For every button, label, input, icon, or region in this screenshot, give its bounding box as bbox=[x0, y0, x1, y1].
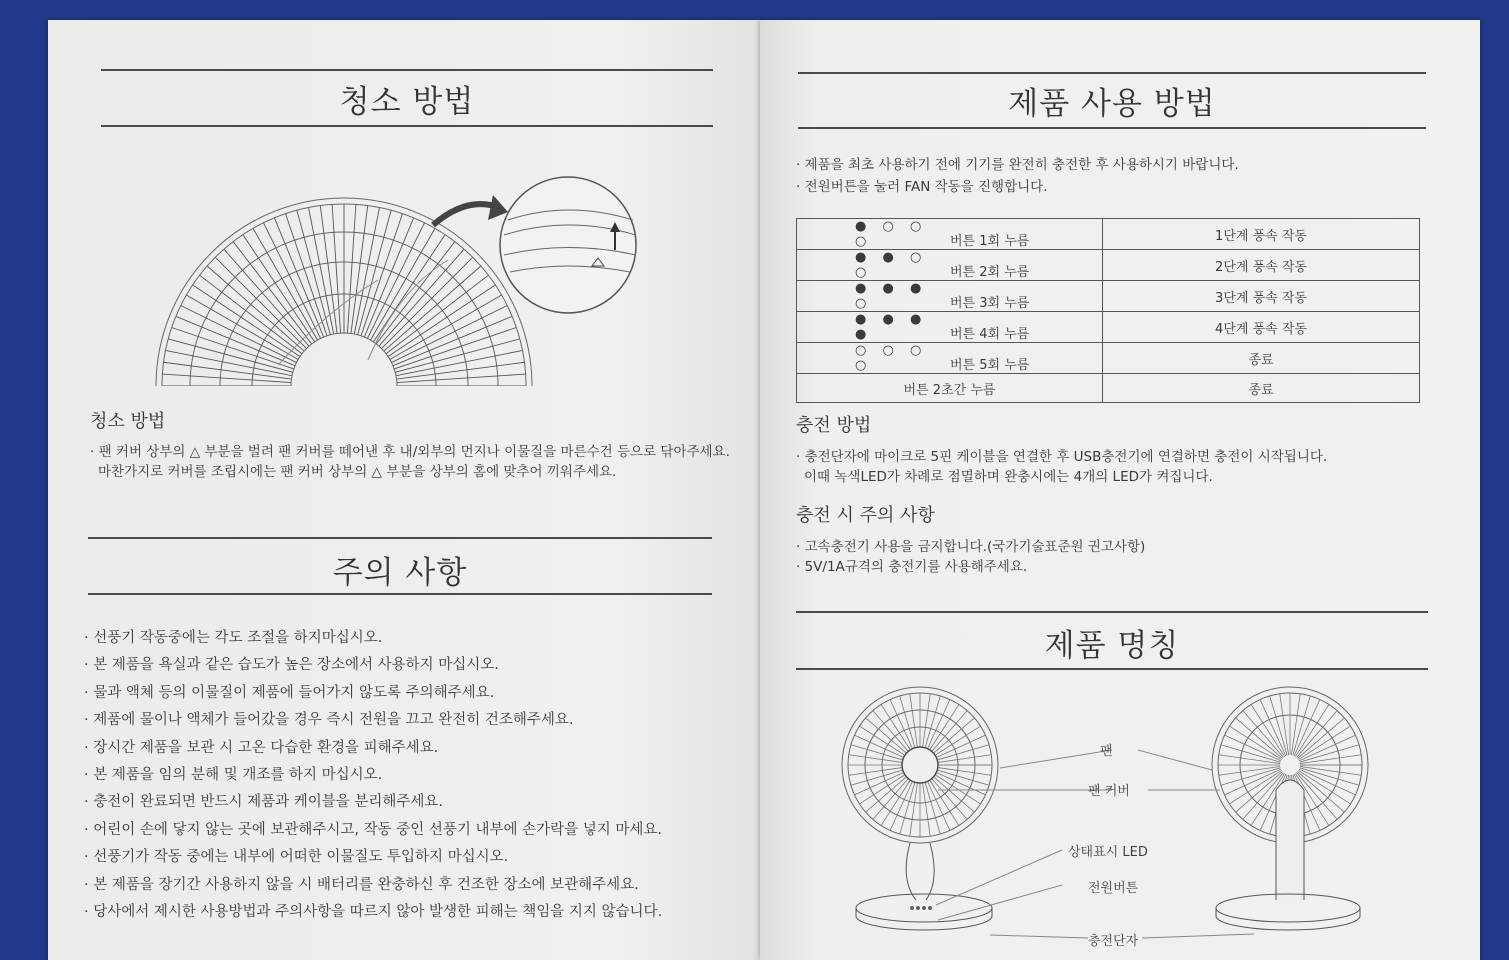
charging-title: 충전 방법 bbox=[796, 415, 872, 436]
charging-caution-title: 충전 시 주의 사항 bbox=[796, 505, 935, 526]
caution-item: · 본 제품을 장기간 사용하지 않을 시 배터리를 완충하신 후 건조한 장소에 보관해주세요. bbox=[84, 876, 639, 893]
usage-intro-line: · 제품을 최초 사용하기 전에 기기를 완전히 충전한 후 사용하시기 바랍니다. bbox=[796, 157, 1239, 173]
result-cell: 종료 bbox=[1103, 374, 1420, 403]
usage-intro-line: · 전원버튼을 눌러 FAN 작동을 진행합니다. bbox=[796, 179, 1048, 195]
caution-item: · 제품에 물이나 액체가 들어갔을 경우 즉시 전원을 끄고 완전히 건조해주세요. bbox=[84, 712, 574, 729]
title-rule-bottom bbox=[101, 125, 713, 127]
charging-instructions bbox=[796, 447, 1327, 487]
label-power-button: 전원버튼 bbox=[1088, 881, 1139, 896]
cleaning-title: 청소 방법 bbox=[339, 84, 475, 120]
caution-item: · 물과 액체 등의 이물질이 제품에 들어가지 않도록 주의해주세요. bbox=[84, 684, 495, 701]
press-label: 버튼 3회 누름 bbox=[950, 296, 1030, 311]
usage-title: 제품 사용 방법 bbox=[1008, 86, 1216, 122]
caution-item: · 선풍기 작동중에는 각도 조절을 하지마십시오. bbox=[84, 630, 383, 646]
table-row bbox=[797, 312, 1420, 343]
press-label: 버튼 2초간 누름 bbox=[797, 374, 1103, 403]
cleaning-line: 마찬가지로 커버를 조립시에는 팬 커버 상부의 △ 부분을 상부의 홈에 맞추어 끼워주세요. bbox=[98, 464, 617, 480]
right-page bbox=[760, 20, 1480, 960]
parts-title: 제품 명칭 bbox=[1044, 628, 1180, 664]
usage-intro bbox=[796, 154, 1239, 198]
result-cell: 4단계 풍속 작동 bbox=[1103, 312, 1420, 343]
result-cell: 종료 bbox=[1103, 343, 1420, 374]
led-dots: ● ● ● ● bbox=[855, 312, 928, 342]
table-row bbox=[797, 281, 1420, 312]
left-page bbox=[48, 20, 760, 960]
charging-caution-list bbox=[796, 537, 1145, 577]
press-label: 버튼 4회 누름 bbox=[950, 327, 1030, 342]
caution-item: · 충전이 완료되면 반드시 제품과 케이블을 분리해주세요. bbox=[84, 794, 444, 811]
led-dots: ● ● ○ ○ bbox=[855, 250, 928, 280]
cleaning-instructions bbox=[90, 442, 730, 482]
result-cell: 2단계 풍속 작동 bbox=[1103, 250, 1420, 281]
table-row bbox=[797, 343, 1420, 374]
label-status-led: 상태표시 LED bbox=[1068, 845, 1148, 860]
charging-line: 이때 녹색LED가 차례로 점멸하며 완충시에는 4개의 LED가 켜집니다. bbox=[804, 469, 1213, 485]
result-cell: 1단계 풍속 작동 bbox=[1103, 219, 1420, 250]
cleaning-subtitle: 청소 방법 bbox=[90, 411, 166, 432]
press-label: 버튼 5회 누름 bbox=[950, 358, 1030, 373]
table-row bbox=[797, 250, 1420, 281]
label-fan-cover: 팬 커버 bbox=[1088, 784, 1130, 799]
parts-rule-top bbox=[796, 611, 1428, 613]
charging-caution-line: · 고속충전기 사용을 금지합니다.(국가기술표준원 권고사항) bbox=[796, 539, 1146, 555]
charging-line: · 충전단자에 마이크로 5핀 케이블을 연결한 후 USB충전기에 연결하면 충전이 시작됩니다. bbox=[796, 449, 1328, 465]
fan-cover-illustration bbox=[148, 160, 648, 390]
usage-table bbox=[796, 218, 1420, 403]
press-label: 버튼 1회 누름 bbox=[950, 234, 1030, 249]
caution-item: · 당사에서 제시한 사용방법과 주의사항을 따르지 않아 발생한 피해는 책임을 지지 않습니다. bbox=[84, 903, 663, 920]
caution-list bbox=[84, 626, 662, 927]
label-fan: 팬 bbox=[1100, 744, 1113, 759]
usage-rule-top bbox=[798, 72, 1426, 74]
caution-rule-top bbox=[88, 537, 712, 539]
title-rule-top bbox=[101, 69, 713, 71]
product-diagram bbox=[840, 680, 1400, 950]
caution-item: · 어린이 손에 닿지 않는 곳에 보관해주시고, 작동 중인 선풍기 내부에 손가락을 넣지 마세요. bbox=[84, 821, 662, 838]
label-charge-port: 충전단자 bbox=[1088, 934, 1139, 949]
table-row bbox=[797, 374, 1420, 403]
result-cell: 3단계 풍속 작동 bbox=[1103, 281, 1420, 312]
caution-item: · 본 제품을 임의 분해 및 개조를 하지 마십시오. bbox=[84, 766, 383, 783]
press-label: 버튼 2회 누름 bbox=[950, 265, 1030, 280]
caution-item: · 선풍기가 작동 중에는 내부에 어떠한 이물질도 투입하지 마십시오. bbox=[84, 849, 509, 866]
caution-item: · 장시간 제품을 보관 시 고온 다습한 환경을 피해주세요. bbox=[84, 739, 439, 756]
table-row bbox=[797, 219, 1420, 250]
usage-rule-bottom bbox=[798, 127, 1426, 129]
led-dots: ● ○ ○ ○ bbox=[855, 219, 928, 249]
cleaning-line: · 팬 커버 상부의 △ 부분을 벌려 팬 커버를 떼어낸 후 내/외부의 먼지나 이물질을 마른수건 등으로 닦아주세요. bbox=[90, 444, 730, 460]
caution-item: · 본 제품을 욕실과 같은 습도가 높은 장소에서 사용하지 마십시오. bbox=[84, 657, 499, 674]
parts-rule-bottom bbox=[796, 668, 1428, 670]
caution-title: 주의 사항 bbox=[332, 555, 468, 591]
charging-caution-line: · 5V/1A규격의 충전기를 사용해주세요. bbox=[796, 559, 1028, 575]
led-dots: ○ ○ ○ ○ bbox=[855, 343, 928, 373]
led-dots: ● ● ● ○ bbox=[855, 281, 928, 311]
caution-rule-bottom bbox=[88, 593, 712, 595]
